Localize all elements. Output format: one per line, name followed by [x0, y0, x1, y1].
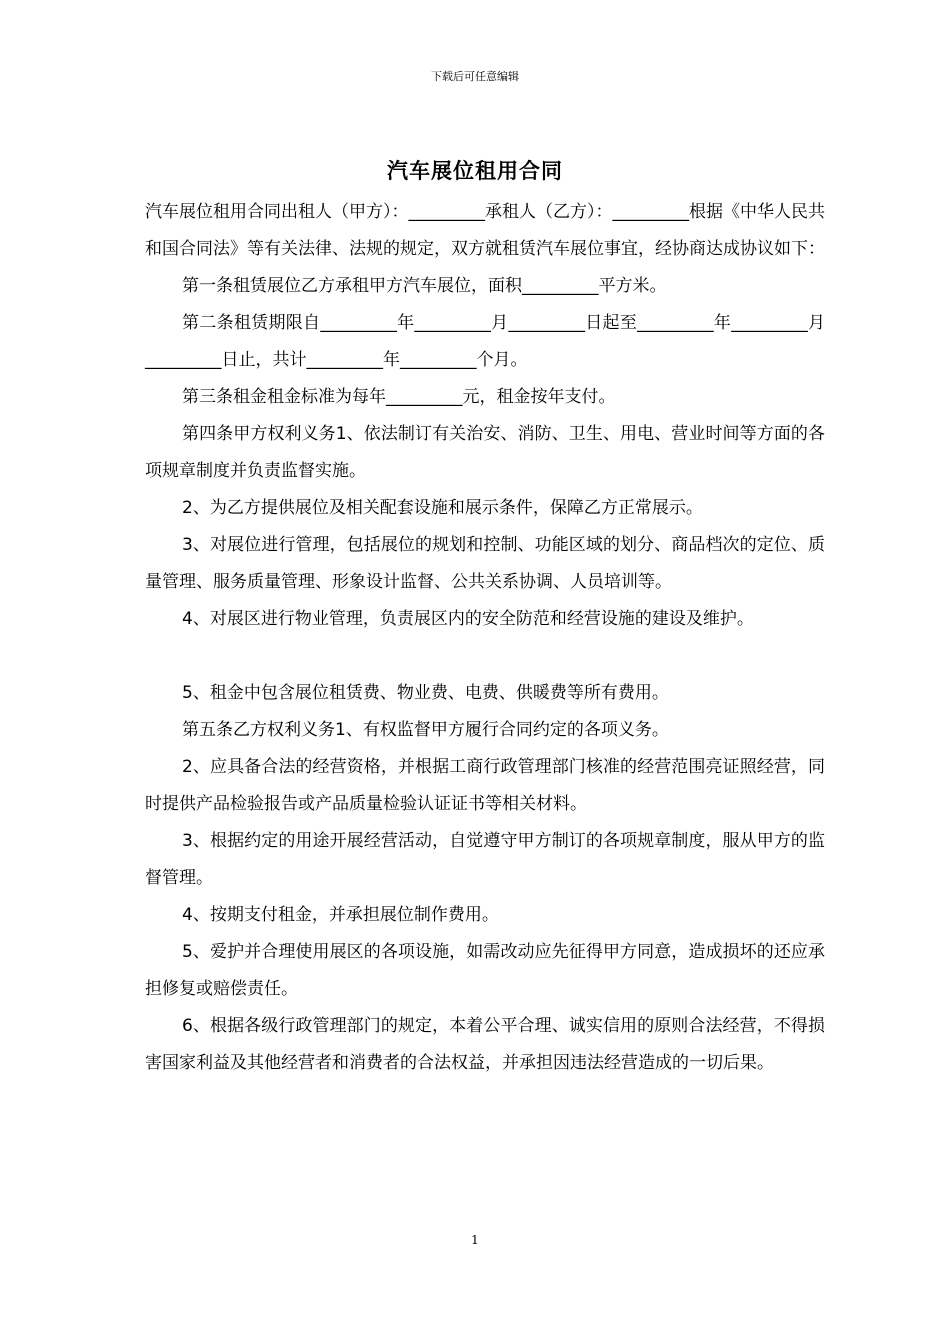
- document-title: 汽车展位租用合同: [387, 159, 563, 183]
- paragraph-article-2: 第二条租赁期限自_________年_________月_________日起至_________年_________月_________日止，共计_________年_________个月。: [145, 313, 825, 370]
- paragraph-article-4: 第四条甲方权利义务1、依法制订有关治安、消防、卫生、用电、营业时间等方面的各项规章制度并负责监督实施。: [145, 424, 825, 481]
- blank-line: [145, 638, 825, 675]
- header-note: 下载后可任意编辑: [431, 70, 519, 83]
- paragraph-article-5: 第五条乙方权利义务1、有权监督甲方履行合同约定的各项义务。: [182, 720, 669, 740]
- paragraph-article-4-item-4: 4、对展区进行物业管理，负责展区内的安全防范和经营设施的建设及维护。: [182, 609, 754, 629]
- paragraph-article-5-item-5: 5、爱护并合理使用展区的各项设施，如需改动应先征得甲方同意，造成损坏的还应承担修复或赔偿责任。: [145, 942, 825, 999]
- paragraph-article-5-item-2: 2、应具备合法的经营资格，并根据工商行政管理部门核准的经营范围亮证照经营，同时提供产品检验报告或产品质量检验认证证书等相关材料。: [145, 757, 825, 814]
- page-number: 1: [471, 1233, 479, 1247]
- paragraph-article-4-item-2: 2、为乙方提供展位及相关配套设施和展示条件，保障乙方正常展示。: [182, 498, 703, 518]
- paragraph-article-4-item-5: 5、租金中包含展位租赁费、物业费、电费、供暖费等所有费用。: [182, 683, 669, 703]
- paragraph-article-5-item-3: 3、根据约定的用途开展经营活动，自觉遵守甲方制订的各项规章制度，服从甲方的监督管理。: [145, 831, 825, 888]
- paragraph-article-5-item-6: 6、根据各级行政管理部门的规定，本着公平合理、诚实信用的原则合法经营，不得损害国家利益及其他经营者和消费者的合法权益，并承担因违法经营造成的一切后果。: [145, 1016, 825, 1073]
- paragraph-article-4-item-3: 3、对展位进行管理，包括展位的规划和控制、功能区域的划分、商品档次的定位、质量管理、服务质量管理、形象设计监督、公共关系协调、人员培训等。: [145, 535, 825, 592]
- paragraph-article-1: 第一条租赁展位乙方承租甲方汽车展位，面积_________平方米。: [182, 276, 667, 296]
- contract-body: [145, 194, 825, 1082]
- paragraph-article-3: 第三条租金租金标准为每年_________元，租金按年支付。: [182, 387, 616, 407]
- paragraph-article-5-item-4: 4、按期支付租金，并承担展位制作费用。: [182, 905, 499, 925]
- paragraph-intro: 汽车展位租用合同出租人（甲方）：_________承租人（乙方）：_________根据《中华人民共和国合同法》等有关法律、法规的规定，双方就租赁汽车展位事宜，经协商达成协议如下：: [145, 202, 825, 259]
